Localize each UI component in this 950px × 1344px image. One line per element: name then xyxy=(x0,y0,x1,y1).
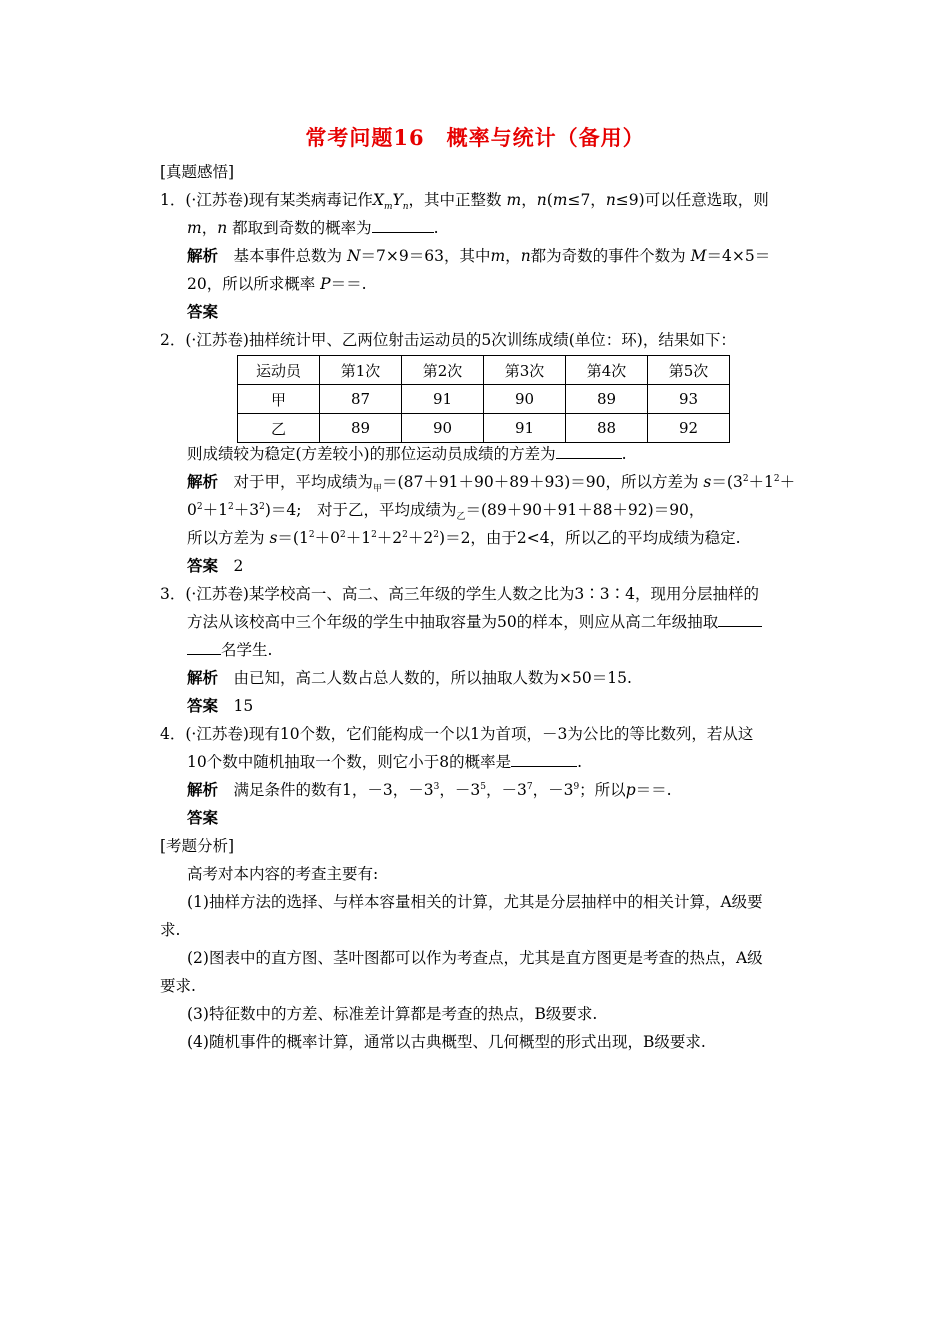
question-1-analysis-1: 解析 基本事件总数为 N＝7×9＝63，其中m，n都为奇数的事件个数为 M＝4×5＝ xyxy=(187,246,771,265)
question-2-analysis-1: 解析 对于甲，平均成绩为$_甲$＝(87＋91＋90＋89＋93)＝90，所以方差为 $s=(3^2+1^2+$ xyxy=(187,472,796,495)
table-cell: 甲 xyxy=(238,385,320,414)
question-1-analysis-2: 20，所以所求概率 P＝＝. xyxy=(187,275,367,293)
table-header-cell: 第1次 xyxy=(320,356,402,385)
table-cell: 92 xyxy=(648,414,730,443)
answer-blank xyxy=(556,444,622,459)
table-header-cell: 运动员 xyxy=(238,356,320,385)
table-row xyxy=(238,414,730,443)
table-cell: 89 xyxy=(566,385,648,414)
section-heading-zhenti: [真题感悟] xyxy=(160,163,235,181)
table-header-cell: 第4次 xyxy=(566,356,648,385)
question-2-answer: 答案 2 xyxy=(187,556,244,575)
analysis-item-1-cont: 求. xyxy=(160,921,181,939)
question-4-answer-label: 答案 xyxy=(187,808,219,827)
question-1-line-1: 1．(·江苏卷)现有某类病毒记作$X_mY_n$，其中正整数 m，n(m≤7，n≤9)可以任意选取，则 xyxy=(160,191,769,213)
table-cell: 87 xyxy=(320,385,402,414)
answer-blank xyxy=(718,612,762,627)
analysis-item-4: (4)随机事件的概率计算，通常以古典概型、几何概型的形式出现，B级要求. xyxy=(187,1033,706,1051)
question-2-line-1: 2．(·江苏卷)抽样统计甲、乙两位射击运动员的5次训练成绩(单位：环)，结果如下： xyxy=(160,331,736,349)
question-3-answer: 答案 15 xyxy=(187,696,254,715)
table-header-row xyxy=(238,356,730,385)
analysis-item-2: (2)图表中的直方图、茎叶图都可以作为考查点，尤其是直方图更是考查的热点，A级 xyxy=(187,949,763,967)
table-row xyxy=(238,385,730,414)
question-2-analysis-3: 所以方差为 $s=(1^2+0^2+1^2+2^2+2^2)=2$，由于2<4，所以乙的平均成绩为稳定. xyxy=(187,529,741,547)
question-4-line-1: 4．(·江苏卷)现有10个数，它们能构成一个以1为首项，－3为公比的等比数列，若从这 xyxy=(160,725,754,743)
question-4-line-2: 10个数中随机抽取一个数，则它小于8的概率是 . xyxy=(187,753,583,771)
analysis-item-1: (1)抽样方法的选择、与样本容量相关的计算，尤其是分层抽样中的相关计算，A级要 xyxy=(187,893,763,911)
table-cell: 89 xyxy=(320,414,402,443)
table-cell: 91 xyxy=(402,385,484,414)
answer-blank xyxy=(187,640,221,655)
analysis-item-3: (3)特征数中的方差、标准差计算都是考查的热点，B级要求. xyxy=(187,1005,598,1023)
table-cell: 91 xyxy=(484,414,566,443)
page-title: 常考问题16 概率与统计（备用） xyxy=(305,125,645,150)
table-header-cell: 第2次 xyxy=(402,356,484,385)
table-cell: 93 xyxy=(648,385,730,414)
score-table xyxy=(237,355,730,443)
table-header-cell: 第3次 xyxy=(484,356,566,385)
question-2-analysis-2: $0^2+1^2+3^2)=4$; 对于乙，平均成绩为$_乙$＝(89＋90＋91＋88＋92)＝90， xyxy=(187,501,705,523)
analysis-item-2-cont: 要求. xyxy=(160,977,196,995)
table-cell: 88 xyxy=(566,414,648,443)
question-1-answer-label: 答案 xyxy=(187,302,219,321)
table-cell: 乙 xyxy=(238,414,320,443)
table-cell: 90 xyxy=(402,414,484,443)
analysis-intro: 高考对本内容的考查主要有: xyxy=(187,865,379,883)
question-3-line-2: 方法从该校高中三个年级的学生中抽取容量为50的样本，则应从高二年级抽取 xyxy=(187,611,762,633)
question-4-analysis: 解析 满足条件的数有1，－3，$-3^3$，$-3^5$，$-3^7$，$-3^9$；所以p＝＝. xyxy=(187,780,672,799)
section-heading-analysis: [考题分析] xyxy=(160,837,235,855)
question-3-analysis: 解析 由已知，高二人数占总人数的，所以抽取人数为×50＝15. xyxy=(187,668,632,687)
answer-blank xyxy=(511,752,577,767)
table-header-cell: 第5次 xyxy=(648,356,730,385)
table-cell: 90 xyxy=(484,385,566,414)
question-2-line-2: 则成绩较为稳定(方差较小)的那位运动员成绩的方差为 . xyxy=(187,445,627,463)
question-1-line-2: m，n 都取到奇数的概率为 . xyxy=(187,219,439,237)
answer-blank xyxy=(372,218,434,233)
question-3-line-3: 名学生. xyxy=(187,639,272,661)
question-3-line-1: 3．(·江苏卷)某学校高一、高二、高三年级的学生人数之比为3∶3∶4，现用分层抽样的 xyxy=(160,585,759,603)
